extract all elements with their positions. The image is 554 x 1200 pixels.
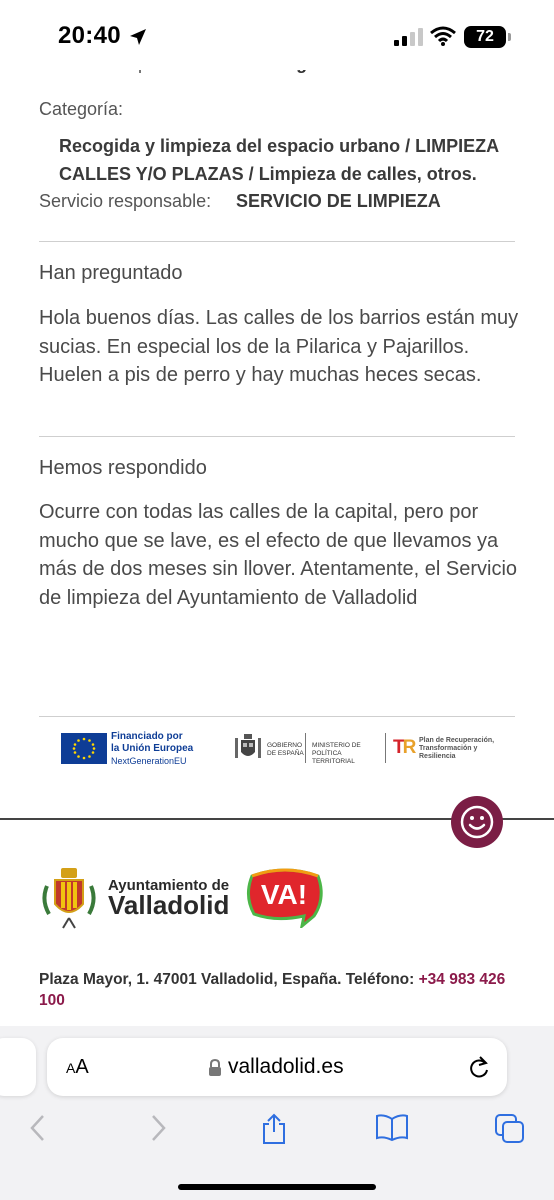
category-label: Categoría: bbox=[39, 99, 124, 119]
cellular-signal-icon bbox=[394, 28, 424, 46]
valladolid-label: Valladolid bbox=[108, 890, 230, 920]
spain-crest-icon bbox=[233, 732, 263, 764]
eu-funding-line2: la Unión Europea bbox=[111, 743, 194, 754]
back-icon[interactable] bbox=[28, 1113, 48, 1143]
divider bbox=[39, 716, 515, 717]
location-arrow-icon bbox=[128, 27, 148, 47]
reader-settings-button[interactable] bbox=[66, 1056, 89, 1079]
url-text[interactable]: valladolid.es bbox=[228, 1055, 344, 1078]
lock-icon bbox=[208, 1059, 222, 1077]
aa-small: A bbox=[66, 1060, 76, 1076]
aa-big: A bbox=[75, 1056, 89, 1078]
eu-flag-logo bbox=[61, 733, 107, 764]
gobierno-text: GOBIERNO DE ESPAÑA bbox=[267, 742, 304, 757]
ayuntamiento-label: Ayuntamiento de bbox=[108, 877, 230, 894]
category-value: Recogida y limpieza del espacio urbano / LIMPIEZA CALLES Y/O PLAZAS / Limpieza de calles, otros. bbox=[59, 136, 499, 184]
answer-heading: Hemos respondido bbox=[39, 457, 207, 479]
service-label: Servicio responsable: bbox=[39, 191, 212, 211]
recovery-plan-text: Plan de Recuperación, Transformación y Resiliencia bbox=[419, 737, 495, 760]
forward-icon[interactable] bbox=[148, 1113, 168, 1143]
valladolid-crest-logo bbox=[39, 866, 99, 930]
question-heading: Han preguntado bbox=[39, 262, 183, 284]
phone-link[interactable]: +34 983 426 100 bbox=[39, 971, 506, 1009]
battery-indicator bbox=[464, 26, 506, 48]
share-icon[interactable] bbox=[259, 1113, 289, 1145]
address-text: Plaza Mayor, 1. 47001 Valladolid, España. Teléfono: bbox=[39, 971, 419, 988]
divider bbox=[39, 241, 515, 242]
tabs-icon[interactable] bbox=[494, 1113, 526, 1145]
bookmarks-icon[interactable] bbox=[374, 1113, 410, 1143]
battery-level: 72 bbox=[476, 28, 494, 45]
va-badge-text: VA! bbox=[260, 879, 308, 910]
eu-funding-line3: NextGenerationEU bbox=[111, 756, 187, 766]
reload-icon[interactable] bbox=[468, 1055, 490, 1079]
logo-separator bbox=[305, 733, 306, 763]
answer-text: Ocurre con todas las calles de la capital, pero por mucho que se lave, es el efecto de que llevamos ya más de dos meses sin llover. Atentamente, el Servicio de limpieza del Ayuntamiento de Valladolid bbox=[39, 501, 518, 609]
va-badge-logo bbox=[246, 866, 324, 928]
eu-funding-line1: Financiado por bbox=[111, 731, 183, 742]
footer-address bbox=[39, 969, 519, 1011]
recovery-plan-logo: TR bbox=[393, 737, 415, 758]
question-text: Hola buenos días. Las calles de los barrios están muy sucias. En especial los de la Pilarica y Pajarillos. Huelen a pis de perro y hay muchas heces secas. bbox=[39, 307, 519, 386]
divider bbox=[39, 436, 515, 437]
status-bar bbox=[0, 0, 554, 70]
logo-separator bbox=[385, 733, 386, 763]
feedback-button[interactable] bbox=[451, 796, 503, 848]
battery-tip bbox=[508, 33, 511, 41]
service-value: SERVICIO DE LIMPIEZA bbox=[236, 191, 441, 211]
ministry-text: MINISTERIO DE POLÍTICA TERRITORIAL bbox=[312, 742, 361, 765]
status-time: 20:40 bbox=[58, 22, 121, 49]
smiley-icon bbox=[451, 796, 503, 848]
previous-tab-peek[interactable] bbox=[0, 1038, 36, 1096]
home-indicator[interactable] bbox=[178, 1184, 376, 1190]
wifi-icon bbox=[430, 26, 456, 46]
